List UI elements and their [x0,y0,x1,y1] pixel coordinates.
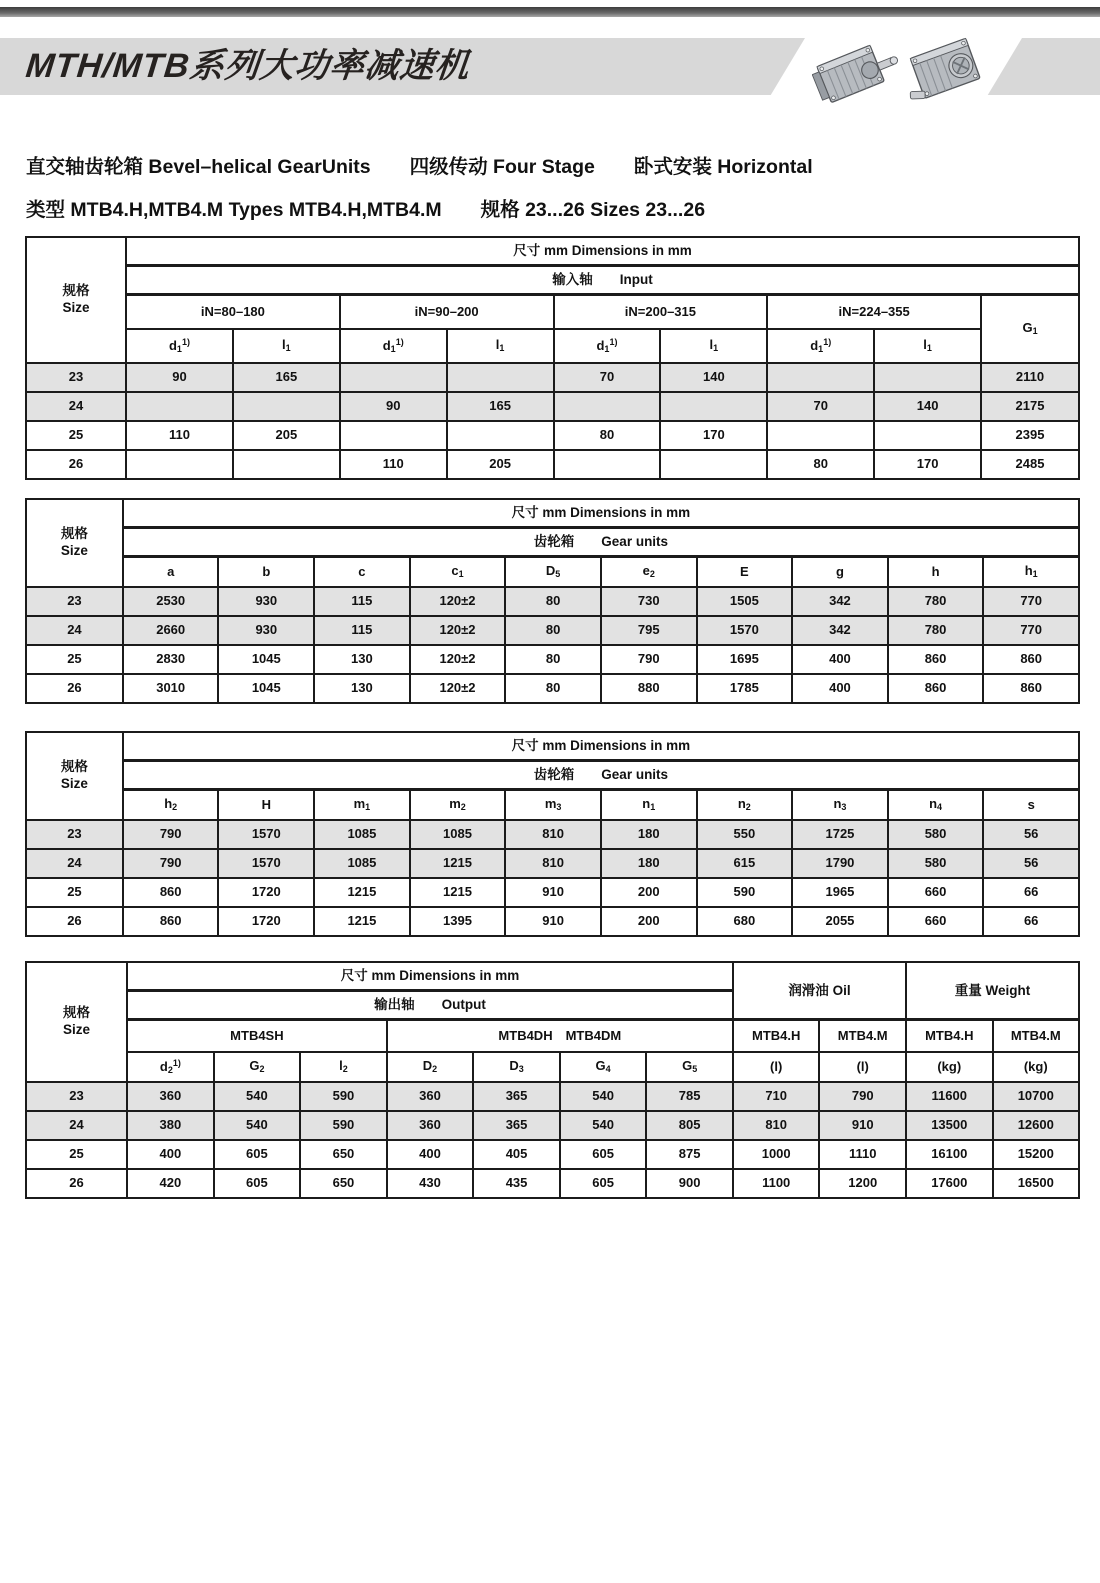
value-cell: 860 [888,674,984,703]
value-cell: 810 [505,849,601,878]
value-cell: 900 [646,1169,733,1198]
banner-band-right [988,38,1100,95]
table-row [26,616,1079,645]
value-cell: 680 [697,907,793,936]
input-shaft-header: 输入轴 Input [126,266,1079,295]
col-header-G5: $G_5$ [646,1052,733,1082]
value-cell: 17600 [906,1169,993,1198]
col-header-c: c [314,557,410,588]
dimensions-header: 尺寸 mm Dimensions in mm [126,237,1079,266]
dimensions-header: 尺寸 mm Dimensions in mm [123,499,1079,528]
value-cell: 1570 [218,820,314,849]
value-cell: 590 [300,1082,387,1111]
table-row [26,1082,1079,1111]
value-cell: 200 [601,907,697,936]
col-header-a: a [123,557,219,588]
col-header-l2: $l_2$ [300,1052,387,1082]
value-cell: 130 [314,645,410,674]
value-cell: 650 [300,1169,387,1198]
size-en-label: Size [63,1022,91,1037]
table-row [26,421,1079,450]
size-column-header [26,732,123,820]
value-cell: 120±2 [410,616,506,645]
value-cell: 420 [127,1169,214,1198]
value-cell [874,363,981,392]
gearbox-photo-bevel-icon [812,24,904,116]
value-cell: 80 [505,616,601,645]
value-cell: 1395 [410,907,506,936]
table-row [26,645,1079,674]
value-cell: 1215 [314,878,410,907]
value-cell: 1965 [792,878,888,907]
value-cell: 810 [505,820,601,849]
type-header-MTB4H: MTB4.H [906,1020,993,1053]
value-cell: 400 [387,1140,474,1169]
value-cell: 1720 [218,878,314,907]
value-cell: 2530 [123,587,219,616]
value-cell: 880 [601,674,697,703]
value-cell [447,421,554,450]
value-cell: 1570 [697,616,793,645]
value-cell: 165 [447,392,554,421]
weight-header: 重量 Weight [906,962,1079,1020]
oil-header: 润滑油 Oil [733,962,906,1020]
value-cell: 140 [874,392,981,421]
in-range-header-3: iN=200–315 [554,295,768,330]
size-cell: 24 [26,392,126,421]
size-zh-label: 规格 [60,759,88,775]
size-column-header [26,499,123,587]
value-cell: 1000 [733,1140,820,1169]
value-cell: 170 [660,421,767,450]
value-cell: 435 [473,1169,560,1198]
value-cell: 2660 [123,616,219,645]
size-cell: 25 [26,878,123,907]
input-shaft-table [25,236,1080,480]
col-header-G2: $G_2$ [214,1052,301,1082]
value-cell: 1085 [314,820,410,849]
value-cell: 140 [660,363,767,392]
value-cell: 710 [733,1082,820,1111]
value-cell: 730 [601,587,697,616]
value-cell: 56 [983,820,1079,849]
size-zh-label: 规格 [62,283,90,299]
output-shaft-header: 输出轴 Output [127,991,733,1020]
value-cell: 70 [767,392,874,421]
value-cell: 790 [819,1082,906,1111]
value-cell: 15200 [993,1140,1079,1169]
value-cell: 540 [214,1111,301,1140]
value-cell: 205 [233,421,340,450]
col-header-D3: $D_3$ [473,1052,560,1082]
value-cell: 1110 [819,1140,906,1169]
value-cell: 365 [473,1082,560,1111]
value-cell: 1505 [697,587,793,616]
size-cell: 23 [26,587,123,616]
value-cell: 2055 [792,907,888,936]
value-cell: 790 [123,820,219,849]
in-range-header-2: iN=90–200 [340,295,554,330]
table-row [26,820,1079,849]
value-cell: 2110 [981,363,1079,392]
value-cell: 810 [733,1111,820,1140]
size-cell: 25 [26,1140,127,1169]
value-cell: 785 [646,1082,733,1111]
value-cell: 780 [888,616,984,645]
col-header-n2: $n_2$ [697,790,793,821]
value-cell: 1725 [792,820,888,849]
value-cell: 110 [126,421,233,450]
value-cell: 342 [792,587,888,616]
col-header-oil-liters: (l) [733,1052,820,1082]
value-cell [233,450,340,479]
value-cell: 110 [340,450,447,479]
col-header-D2: $D_2$ [387,1052,474,1082]
value-cell [233,392,340,421]
size-en-label: Size [62,300,90,315]
value-cell: 13500 [906,1111,993,1140]
value-cell: 180 [601,849,697,878]
col-header-D5: $D_5$ [505,557,601,588]
col-header-l1: $l_1$ [447,329,554,363]
value-cell: 12600 [993,1111,1079,1140]
value-cell: 360 [387,1082,474,1111]
gear-units-table-1 [25,498,1080,704]
col-header-l1: $l_1$ [660,329,767,363]
value-cell: 790 [123,849,219,878]
in-range-header-4: iN=224–355 [767,295,981,330]
value-cell: 1200 [819,1169,906,1198]
value-cell: 405 [473,1140,560,1169]
value-cell: 400 [792,645,888,674]
value-cell: 910 [505,878,601,907]
value-cell: 3010 [123,674,219,703]
col-header-d1: $d_1^{1)}$ [767,329,874,363]
col-header-h1: $h_1$ [983,557,1079,588]
value-cell: 90 [126,363,233,392]
table-row [26,674,1079,703]
value-cell: 1100 [733,1169,820,1198]
col-header-s: s [983,790,1079,821]
value-cell: 1570 [218,849,314,878]
title-banner [0,38,1100,95]
value-cell: 910 [819,1111,906,1140]
value-cell: 930 [218,616,314,645]
value-cell: 875 [646,1140,733,1169]
value-cell: 805 [646,1111,733,1140]
table-row [26,363,1079,392]
col-header-n3: $n_3$ [792,790,888,821]
value-cell: 660 [888,907,984,936]
value-cell: 580 [888,820,984,849]
size-cell: 26 [26,907,123,936]
value-cell: 1085 [314,849,410,878]
value-cell: 11600 [906,1082,993,1111]
col-header-m3: $m_3$ [505,790,601,821]
col-header-G4: $G_4$ [560,1052,647,1082]
value-cell: 770 [983,587,1079,616]
top-rule [0,7,1100,17]
value-cell: 1695 [697,645,793,674]
value-cell: 1790 [792,849,888,878]
col-header-H: H [218,790,314,821]
value-cell: 860 [983,674,1079,703]
value-cell: 120±2 [410,587,506,616]
value-cell: 930 [218,587,314,616]
table-row [26,587,1079,616]
type-header-MTB4M: MTB4.M [993,1020,1079,1053]
table-row [26,1140,1079,1169]
value-cell: 605 [560,1140,647,1169]
value-cell: 115 [314,616,410,645]
value-cell: 550 [697,820,793,849]
col-header-h2: $h_2$ [123,790,219,821]
value-cell: 360 [387,1111,474,1140]
col-header-c1: $c_1$ [410,557,506,588]
col-header-weight-kg: (kg) [906,1052,993,1082]
value-cell: 860 [123,907,219,936]
value-cell: 615 [697,849,793,878]
type-header-MTB4M: MTB4.M [819,1020,906,1053]
size-cell: 26 [26,674,123,703]
value-cell: 16100 [906,1140,993,1169]
value-cell: 380 [127,1111,214,1140]
value-cell: 342 [792,616,888,645]
value-cell: 795 [601,616,697,645]
value-cell [874,421,981,450]
value-cell: 1045 [218,645,314,674]
col-header-G1: $G_1$ [981,295,1079,364]
value-cell: 650 [300,1140,387,1169]
col-header-m2: $m_2$ [410,790,506,821]
value-cell: 56 [983,849,1079,878]
size-cell: 24 [26,616,123,645]
gear-units-header: 齿轮箱 Gear units [123,761,1079,790]
value-cell: 66 [983,907,1079,936]
size-cell: 23 [26,1082,127,1111]
value-cell: 360 [127,1082,214,1111]
value-cell [126,450,233,479]
table-row [26,1169,1079,1198]
value-cell: 2830 [123,645,219,674]
col-header-g: g [792,557,888,588]
size-cell: 23 [26,363,126,392]
dimensions-header: 尺寸 mm Dimensions in mm [127,962,733,991]
size-zh-label: 规格 [63,1005,91,1021]
value-cell [340,421,447,450]
size-column-header [26,237,126,363]
value-cell: 580 [888,849,984,878]
value-cell [447,363,554,392]
value-cell: 540 [560,1082,647,1111]
type-header-MTB4H: MTB4.H [733,1020,820,1053]
value-cell: 1785 [697,674,793,703]
value-cell [554,450,661,479]
size-cell: 25 [26,645,123,674]
table-row [26,1111,1079,1140]
size-cell: 25 [26,421,126,450]
page-title: MTH/MTB系列大功率减速机 [24,47,472,85]
value-cell: 780 [888,587,984,616]
col-header-l1: $l_1$ [874,329,981,363]
subtitle-line-1: 直交轴齿轮箱 Bevel–helical GearUnits 四级传动 Four Stage 卧式安装 Horizontal [26,156,813,178]
value-cell: 540 [560,1111,647,1140]
value-cell: 540 [214,1082,301,1111]
value-cell: 1215 [314,907,410,936]
table-row [26,392,1079,421]
value-cell: 80 [505,645,601,674]
value-cell: 590 [697,878,793,907]
value-cell: 605 [214,1140,301,1169]
value-cell: 2175 [981,392,1079,421]
value-cell: 590 [300,1111,387,1140]
value-cell [767,421,874,450]
col-header-d1: $d_1^{1)}$ [340,329,447,363]
col-header-m1: $m_1$ [314,790,410,821]
size-cell: 23 [26,820,123,849]
value-cell: 120±2 [410,674,506,703]
value-cell: 860 [983,645,1079,674]
value-cell: 430 [387,1169,474,1198]
value-cell: 16500 [993,1169,1079,1198]
value-cell: 910 [505,907,601,936]
value-cell: 205 [447,450,554,479]
value-cell: 1215 [410,878,506,907]
value-cell: 120±2 [410,645,506,674]
value-cell: 605 [214,1169,301,1198]
value-cell [660,450,767,479]
value-cell: 66 [983,878,1079,907]
in-range-header-1: iN=80–180 [126,295,340,330]
col-header-n1: $n_1$ [601,790,697,821]
col-header-d1: $d_1^{1)}$ [126,329,233,363]
col-header-oil-liters: (l) [819,1052,906,1082]
size-cell: 26 [26,1169,127,1198]
value-cell: 170 [874,450,981,479]
value-cell: 365 [473,1111,560,1140]
table-row [26,450,1079,479]
dimensions-header: 尺寸 mm Dimensions in mm [123,732,1079,761]
value-cell: 860 [123,878,219,907]
output-shaft-table [25,961,1080,1199]
gear-units-table-2 [25,731,1080,937]
table-row [26,907,1079,936]
value-cell: 2395 [981,421,1079,450]
table-row [26,878,1079,907]
size-cell: 24 [26,1111,127,1140]
col-header-h: h [888,557,984,588]
value-cell: 80 [505,674,601,703]
value-cell: 2485 [981,450,1079,479]
value-cell: 1085 [410,820,506,849]
value-cell [554,392,661,421]
size-cell: 26 [26,450,126,479]
value-cell: 770 [983,616,1079,645]
value-cell: 660 [888,878,984,907]
gear-units-header: 齿轮箱 Gear units [123,528,1079,557]
value-cell: 400 [127,1140,214,1169]
size-en-label: Size [60,543,88,558]
value-cell: 165 [233,363,340,392]
value-cell [126,392,233,421]
value-cell: 605 [560,1169,647,1198]
value-cell [340,363,447,392]
value-cell: 90 [340,392,447,421]
subtitle-line-2: 类型 MTB4.H,MTB4.M Types MTB4.H,MTB4.M 规格 23...26 Sizes 23...26 [26,199,706,221]
value-cell: 80 [554,421,661,450]
value-cell: 1720 [218,907,314,936]
col-header-weight-kg: (kg) [993,1052,1079,1082]
size-en-label: Size [60,776,88,791]
value-cell: 180 [601,820,697,849]
value-cell: 400 [792,674,888,703]
value-cell: 10700 [993,1082,1079,1111]
value-cell: 790 [601,645,697,674]
col-header-e2: $e_2$ [601,557,697,588]
value-cell: 130 [314,674,410,703]
value-cell: 1045 [218,674,314,703]
value-cell: 200 [601,878,697,907]
gearbox-photo-helical-icon [903,22,995,114]
col-header-l1: $l_1$ [233,329,340,363]
value-cell: 80 [505,587,601,616]
size-column-header [26,962,127,1082]
type-group-MTB4DH-MTB4DM: MTB4DH MTB4DM [387,1020,733,1053]
value-cell: 1215 [410,849,506,878]
subtitle [26,146,813,232]
size-zh-label: 规格 [60,526,88,542]
col-header-d1: $d_1^{1)}$ [554,329,661,363]
col-header-d2: $d_2^{1)}$ [127,1052,214,1082]
type-group-MTB4SH: MTB4SH [127,1020,387,1053]
value-cell [660,392,767,421]
table-row [26,849,1079,878]
col-header-b: b [218,557,314,588]
value-cell: 115 [314,587,410,616]
col-header-n4: $n_4$ [888,790,984,821]
col-header-E: E [697,557,793,588]
value-cell [767,363,874,392]
size-cell: 24 [26,849,123,878]
value-cell: 860 [888,645,984,674]
value-cell: 80 [767,450,874,479]
value-cell: 70 [554,363,661,392]
